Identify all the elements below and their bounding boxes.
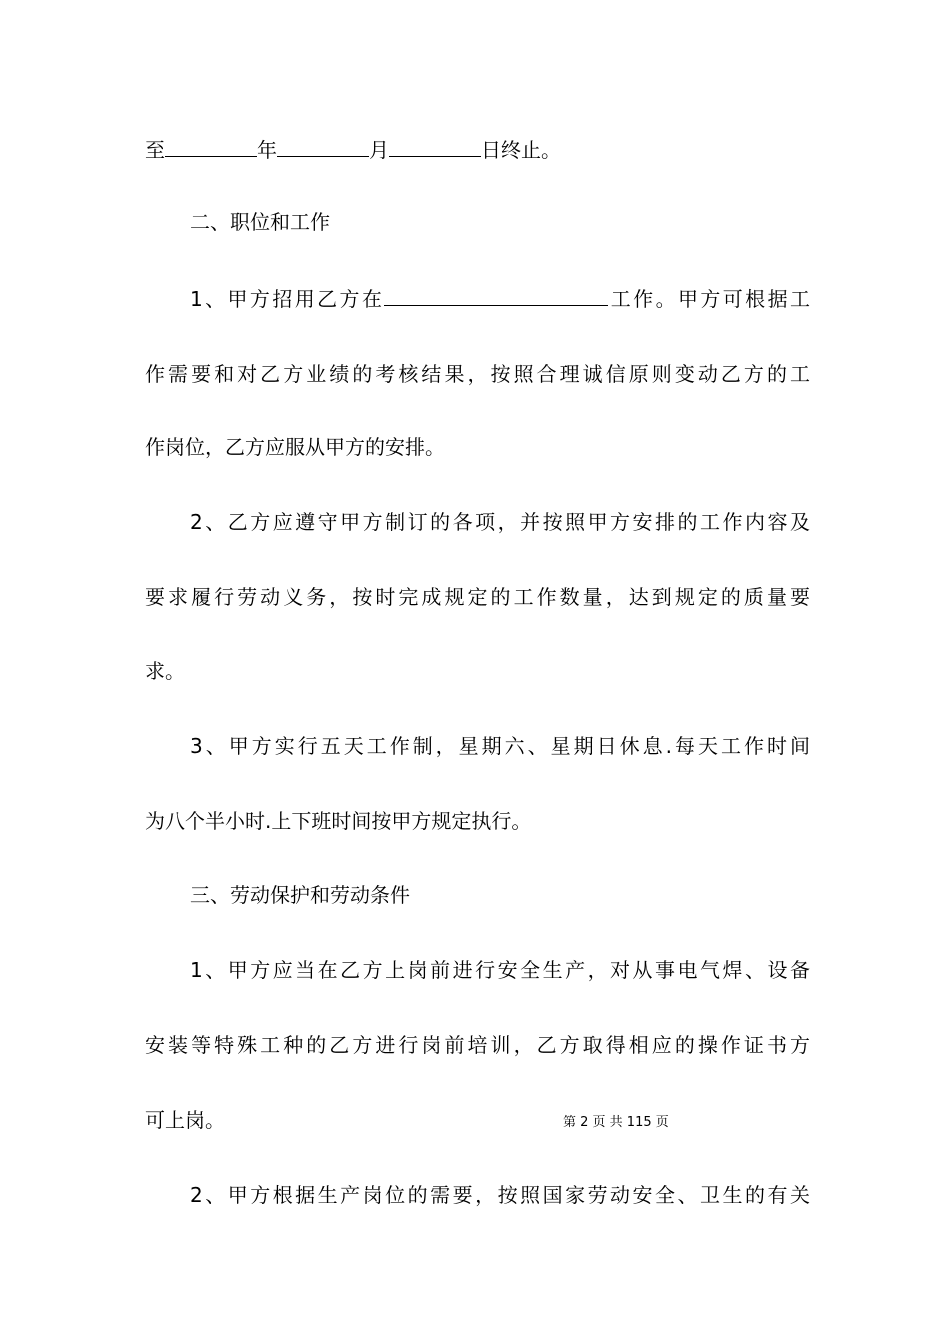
paragraph-line: 要求履行劳动义务，按时完成规定的工作数量，达到规定的质量要 bbox=[145, 585, 810, 609]
paragraph-line bbox=[190, 285, 810, 313]
text-fragment: 月 bbox=[369, 138, 389, 162]
paragraph-line: 可上岗。 bbox=[145, 1108, 225, 1132]
paragraph-line: 作岗位，乙方应服从甲方的安排。 bbox=[145, 435, 445, 459]
paragraph-line: 作需要和对乙方业绩的考核结果，按照合理诚信原则变动乙方的工 bbox=[145, 362, 810, 386]
paragraph-line: 为八个半小时.上下班时间按甲方规定执行。 bbox=[145, 809, 532, 833]
paragraph-line: 1、甲方应当在乙方上岗前进行安全生产，对从事电气焊、设备 bbox=[190, 958, 810, 982]
page-number-footer: 第 2 页 共 115 页 bbox=[563, 1115, 669, 1130]
section-heading-2: 二、职位和工作 bbox=[190, 210, 330, 234]
blank-underline bbox=[165, 136, 257, 157]
blank-underline bbox=[277, 136, 369, 157]
blank-underline bbox=[389, 136, 481, 157]
text-line-end-date bbox=[145, 136, 810, 164]
text-fragment: 年 bbox=[257, 138, 277, 162]
paragraph-line: 2、甲方根据生产岗位的需要，按照国家劳动安全、卫生的有关 bbox=[190, 1183, 810, 1207]
text-fragment: 工作。甲方可根据工 bbox=[608, 287, 810, 311]
paragraph-line: 2、乙方应遵守甲方制订的各项，并按照甲方安排的工作内容及 bbox=[190, 510, 810, 534]
paragraph-line: 求。 bbox=[145, 659, 185, 683]
paragraph-line: 安装等特殊工种的乙方进行岗前培训，乙方取得相应的操作证书方 bbox=[145, 1033, 810, 1057]
paragraph-line: 3、甲方实行五天工作制，星期六、星期日休息.每天工作时间 bbox=[190, 734, 810, 758]
text-fragment: 日终止。 bbox=[481, 138, 561, 162]
blank-underline bbox=[384, 285, 608, 306]
section-heading-3: 三、劳动保护和劳动条件 bbox=[190, 883, 410, 907]
text-fragment: 至 bbox=[145, 138, 165, 162]
text-fragment: 1、甲方招用乙方在 bbox=[190, 287, 385, 311]
